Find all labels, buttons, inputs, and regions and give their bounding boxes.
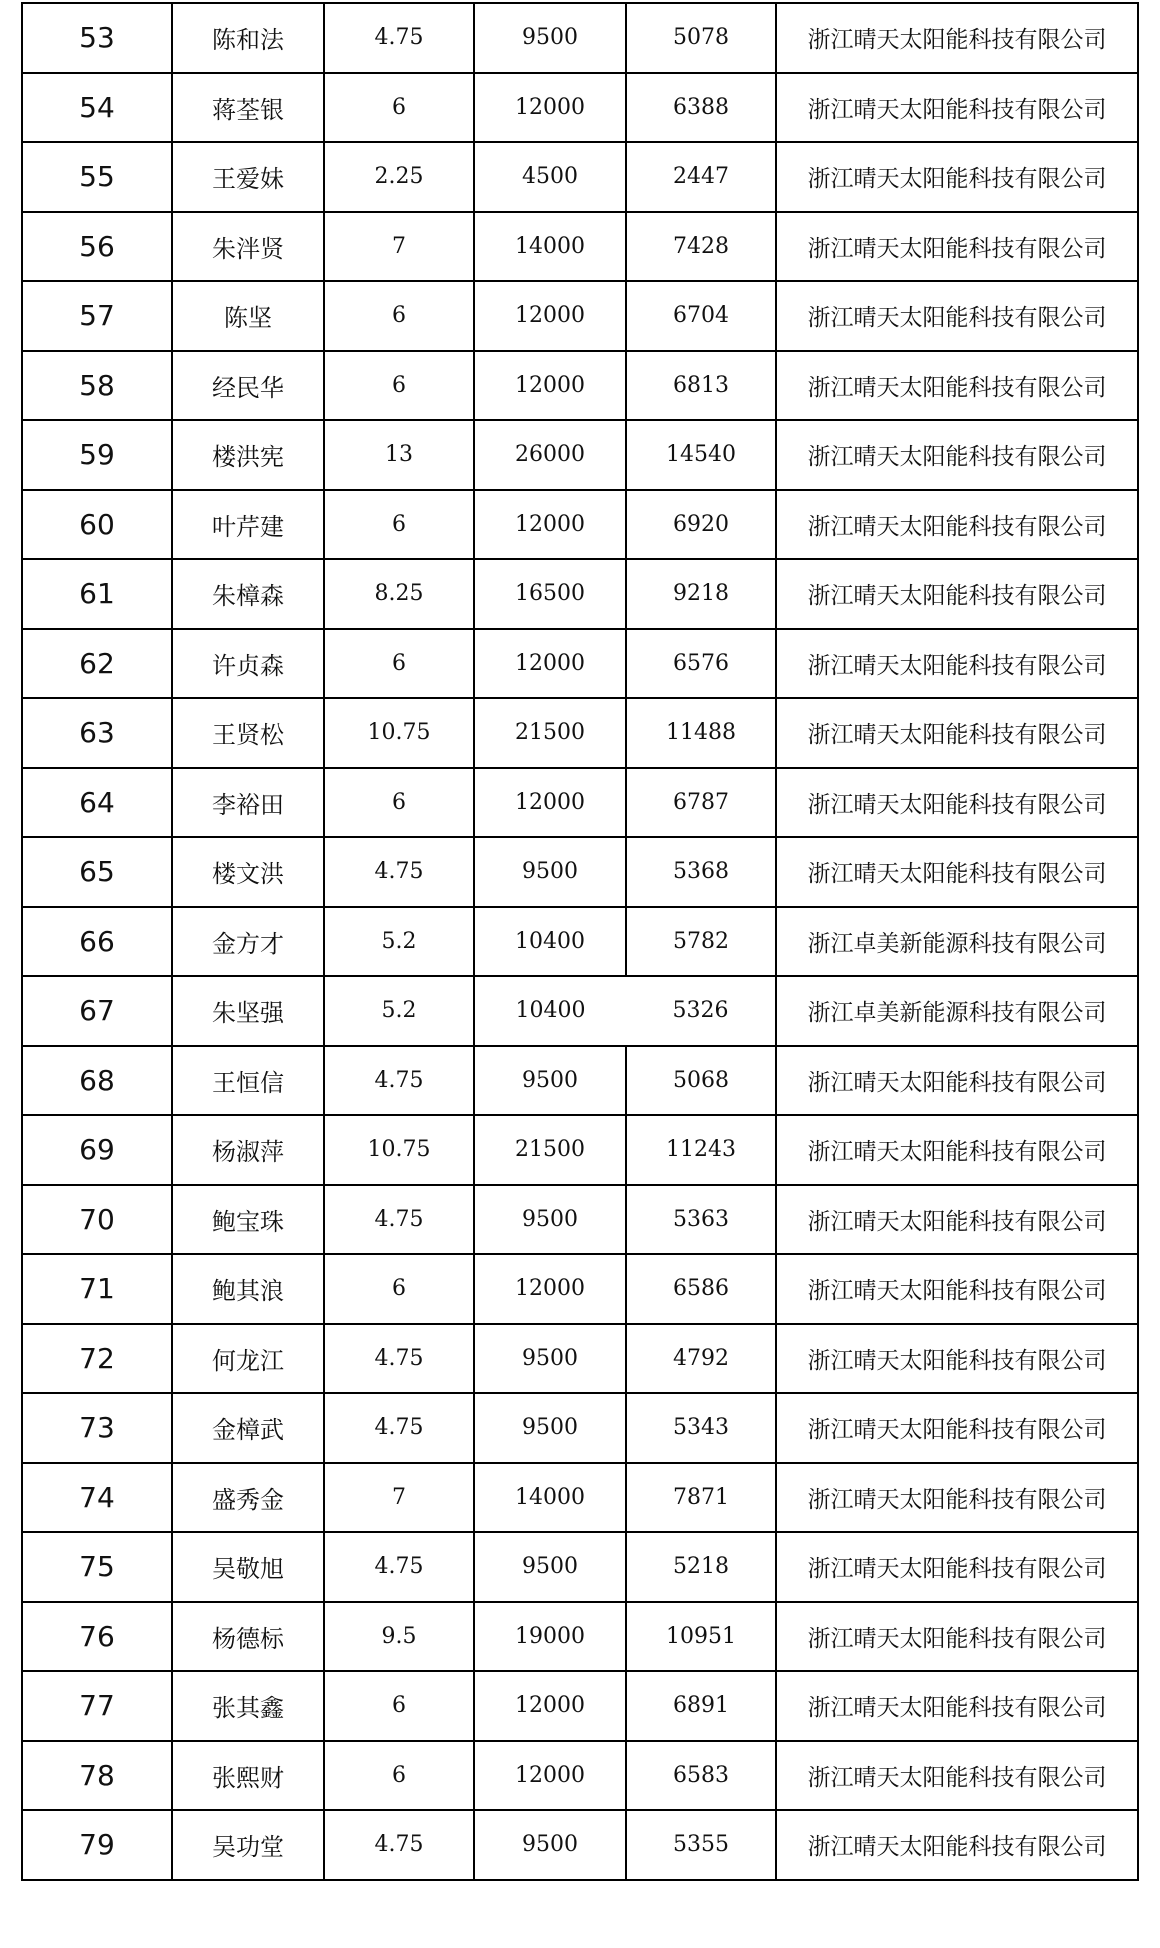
value-cell: 14540 bbox=[626, 420, 776, 490]
capacity-cell: 6 bbox=[324, 351, 474, 421]
company-cell: 浙江晴天太阳能科技有限公司 bbox=[776, 698, 1138, 768]
amount-cell: 12000 bbox=[474, 351, 626, 421]
row-number-cell: 65 bbox=[22, 837, 172, 907]
capacity-cell: 7 bbox=[324, 212, 474, 282]
name-cell: 张其鑫 bbox=[172, 1671, 324, 1741]
name-cell: 王贤松 bbox=[172, 698, 324, 768]
amount-cell: 14000 bbox=[474, 1463, 626, 1533]
value-cell: 6586 bbox=[626, 1254, 776, 1324]
table-row bbox=[22, 142, 1138, 212]
value-cell: 5363 bbox=[626, 1185, 776, 1255]
amount-cell: 9500 bbox=[474, 1046, 626, 1116]
table-row bbox=[22, 1393, 1138, 1463]
company-cell: 浙江晴天太阳能科技有限公司 bbox=[776, 1810, 1138, 1880]
company-cell: 浙江晴天太阳能科技有限公司 bbox=[776, 73, 1138, 143]
capacity-cell: 6 bbox=[324, 1254, 474, 1324]
amount-cell: 26000 bbox=[474, 420, 626, 490]
name-cell: 朱樟森 bbox=[172, 559, 324, 629]
value-cell: 9218 bbox=[626, 559, 776, 629]
value-cell: 10951 bbox=[626, 1602, 776, 1672]
capacity-cell: 7 bbox=[324, 1463, 474, 1533]
name-cell: 吴功堂 bbox=[172, 1810, 324, 1880]
row-number-cell: 58 bbox=[22, 351, 172, 421]
name-cell: 叶芹建 bbox=[172, 490, 324, 560]
amount-cell: 10400 bbox=[474, 907, 626, 977]
amount-cell: 4500 bbox=[474, 142, 626, 212]
name-cell: 经民华 bbox=[172, 351, 324, 421]
row-number-cell: 76 bbox=[22, 1602, 172, 1672]
row-number-cell: 70 bbox=[22, 1185, 172, 1255]
name-cell: 何龙江 bbox=[172, 1324, 324, 1394]
amount-cell: 9500 bbox=[474, 1532, 626, 1602]
table-row bbox=[22, 1602, 1138, 1672]
capacity-cell: 4.75 bbox=[324, 1810, 474, 1880]
table-row bbox=[22, 1046, 1138, 1116]
row-number-cell: 61 bbox=[22, 559, 172, 629]
capacity-cell: 6 bbox=[324, 768, 474, 838]
company-cell: 浙江晴天太阳能科技有限公司 bbox=[776, 837, 1138, 907]
name-cell: 王爱妹 bbox=[172, 142, 324, 212]
row-number-cell: 72 bbox=[22, 1324, 172, 1394]
value-cell: 11488 bbox=[626, 698, 776, 768]
row-number-cell: 64 bbox=[22, 768, 172, 838]
name-cell: 许贞森 bbox=[172, 629, 324, 699]
company-cell: 浙江晴天太阳能科技有限公司 bbox=[776, 3, 1138, 73]
value-cell: 7428 bbox=[626, 212, 776, 282]
name-cell: 陈和法 bbox=[172, 3, 324, 73]
table-row bbox=[22, 1671, 1138, 1741]
table-row bbox=[22, 1115, 1138, 1185]
table-row bbox=[22, 420, 1138, 490]
capacity-cell: 6 bbox=[324, 73, 474, 143]
amount-cell: 12000 bbox=[474, 490, 626, 560]
table-row bbox=[22, 837, 1138, 907]
row-number-cell: 63 bbox=[22, 698, 172, 768]
company-cell: 浙江晴天太阳能科技有限公司 bbox=[776, 1741, 1138, 1811]
amount-cell: 9500 bbox=[474, 3, 626, 73]
table-row bbox=[22, 212, 1138, 282]
value-cell: 6813 bbox=[626, 351, 776, 421]
row-number-cell: 56 bbox=[22, 212, 172, 282]
value-cell: 6891 bbox=[626, 1671, 776, 1741]
name-cell: 鲍宝珠 bbox=[172, 1185, 324, 1255]
value-cell: 6576 bbox=[626, 629, 776, 699]
company-cell: 浙江卓美新能源科技有限公司 bbox=[776, 976, 1138, 1046]
name-cell: 楼洪宪 bbox=[172, 420, 324, 490]
capacity-cell: 5.2 bbox=[324, 907, 474, 977]
capacity-cell: 4.75 bbox=[324, 1393, 474, 1463]
amount-cell: 12000 bbox=[474, 73, 626, 143]
value-cell: 5078 bbox=[626, 3, 776, 73]
row-number-cell: 78 bbox=[22, 1741, 172, 1811]
row-number-cell: 66 bbox=[22, 907, 172, 977]
capacity-cell: 10.75 bbox=[324, 698, 474, 768]
company-cell: 浙江晴天太阳能科技有限公司 bbox=[776, 490, 1138, 560]
company-cell: 浙江晴天太阳能科技有限公司 bbox=[776, 1532, 1138, 1602]
capacity-cell: 4.75 bbox=[324, 3, 474, 73]
capacity-cell: 6 bbox=[324, 1671, 474, 1741]
table-row bbox=[22, 768, 1138, 838]
company-cell: 浙江卓美新能源科技有限公司 bbox=[776, 907, 1138, 977]
table-row bbox=[22, 1254, 1138, 1324]
capacity-cell: 2.25 bbox=[324, 142, 474, 212]
amount-cell: 12000 bbox=[474, 1671, 626, 1741]
amount-cell: 12000 bbox=[474, 1254, 626, 1324]
amount-cell: 21500 bbox=[474, 698, 626, 768]
company-cell: 浙江晴天太阳能科技有限公司 bbox=[776, 142, 1138, 212]
table-row bbox=[22, 907, 1138, 977]
table-row bbox=[22, 1185, 1138, 1255]
name-cell: 杨淑萍 bbox=[172, 1115, 324, 1185]
capacity-cell: 8.25 bbox=[324, 559, 474, 629]
capacity-cell: 4.75 bbox=[324, 1185, 474, 1255]
table-row bbox=[22, 3, 1138, 73]
table-row bbox=[22, 1463, 1138, 1533]
capacity-cell: 6 bbox=[324, 281, 474, 351]
amount-cell: 14000 bbox=[474, 212, 626, 282]
company-cell: 浙江晴天太阳能科技有限公司 bbox=[776, 559, 1138, 629]
amount-cell: 12000 bbox=[474, 1741, 626, 1811]
value-cell: 7871 bbox=[626, 1463, 776, 1533]
amount-cell: 12000 bbox=[474, 768, 626, 838]
row-number-cell: 79 bbox=[22, 1810, 172, 1880]
value-cell: 4792 bbox=[626, 1324, 776, 1394]
row-number-cell: 75 bbox=[22, 1532, 172, 1602]
company-cell: 浙江晴天太阳能科技有限公司 bbox=[776, 212, 1138, 282]
table-row bbox=[22, 73, 1138, 143]
row-number-cell: 69 bbox=[22, 1115, 172, 1185]
name-cell: 楼文洪 bbox=[172, 837, 324, 907]
table-body bbox=[22, 3, 1138, 1880]
table-row bbox=[22, 1324, 1138, 1394]
row-number-cell: 68 bbox=[22, 1046, 172, 1116]
amount-cell: 12000 bbox=[474, 281, 626, 351]
amount-cell: 16500 bbox=[474, 559, 626, 629]
value-cell: 5343 bbox=[626, 1393, 776, 1463]
value-cell: 5068 bbox=[626, 1046, 776, 1116]
row-number-cell: 62 bbox=[22, 629, 172, 699]
capacity-cell: 6 bbox=[324, 629, 474, 699]
value-cell: 6920 bbox=[626, 490, 776, 560]
table-row bbox=[22, 490, 1138, 560]
amount-cell: 19000 bbox=[474, 1602, 626, 1672]
name-cell: 盛秀金 bbox=[172, 1463, 324, 1533]
company-cell: 浙江晴天太阳能科技有限公司 bbox=[776, 768, 1138, 838]
name-cell: 金樟武 bbox=[172, 1393, 324, 1463]
amount-cell: 10400 bbox=[474, 976, 626, 1046]
name-cell: 金方才 bbox=[172, 907, 324, 977]
table-row bbox=[22, 1741, 1138, 1811]
amount-cell: 21500 bbox=[474, 1115, 626, 1185]
data-table bbox=[21, 2, 1139, 1881]
value-cell: 6388 bbox=[626, 73, 776, 143]
row-number-cell: 59 bbox=[22, 420, 172, 490]
company-cell: 浙江晴天太阳能科技有限公司 bbox=[776, 1324, 1138, 1394]
amount-cell: 9500 bbox=[474, 1810, 626, 1880]
capacity-cell: 4.75 bbox=[324, 1046, 474, 1116]
company-cell: 浙江晴天太阳能科技有限公司 bbox=[776, 420, 1138, 490]
table-row bbox=[22, 976, 1138, 1046]
table-row bbox=[22, 1810, 1138, 1880]
row-number-cell: 71 bbox=[22, 1254, 172, 1324]
capacity-cell: 9.5 bbox=[324, 1602, 474, 1672]
table-row bbox=[22, 559, 1138, 629]
row-number-cell: 57 bbox=[22, 281, 172, 351]
value-cell: 5368 bbox=[626, 837, 776, 907]
capacity-cell: 4.75 bbox=[324, 1532, 474, 1602]
value-cell: 5218 bbox=[626, 1532, 776, 1602]
capacity-cell: 13 bbox=[324, 420, 474, 490]
company-cell: 浙江晴天太阳能科技有限公司 bbox=[776, 1671, 1138, 1741]
table-row bbox=[22, 698, 1138, 768]
value-cell: 2447 bbox=[626, 142, 776, 212]
amount-cell: 9500 bbox=[474, 1393, 626, 1463]
company-cell: 浙江晴天太阳能科技有限公司 bbox=[776, 1463, 1138, 1533]
table-row bbox=[22, 351, 1138, 421]
value-cell: 5782 bbox=[626, 907, 776, 977]
amount-cell: 9500 bbox=[474, 1185, 626, 1255]
table-row bbox=[22, 281, 1138, 351]
row-number-cell: 55 bbox=[22, 142, 172, 212]
row-number-cell: 77 bbox=[22, 1671, 172, 1741]
company-cell: 浙江晴天太阳能科技有限公司 bbox=[776, 1046, 1138, 1116]
row-number-cell: 73 bbox=[22, 1393, 172, 1463]
value-cell: 5326 bbox=[626, 976, 776, 1046]
row-number-cell: 67 bbox=[22, 976, 172, 1046]
value-cell: 6704 bbox=[626, 281, 776, 351]
name-cell: 王恒信 bbox=[172, 1046, 324, 1116]
table-row bbox=[22, 1532, 1138, 1602]
row-number-cell: 60 bbox=[22, 490, 172, 560]
row-number-cell: 53 bbox=[22, 3, 172, 73]
name-cell: 蒋荃银 bbox=[172, 73, 324, 143]
amount-cell: 9500 bbox=[474, 1324, 626, 1394]
value-cell: 6583 bbox=[626, 1741, 776, 1811]
name-cell: 李裕田 bbox=[172, 768, 324, 838]
name-cell: 朱坚强 bbox=[172, 976, 324, 1046]
capacity-cell: 10.75 bbox=[324, 1115, 474, 1185]
amount-cell: 9500 bbox=[474, 837, 626, 907]
name-cell: 陈坚 bbox=[172, 281, 324, 351]
name-cell: 杨德标 bbox=[172, 1602, 324, 1672]
name-cell: 朱泮贤 bbox=[172, 212, 324, 282]
amount-cell: 12000 bbox=[474, 629, 626, 699]
company-cell: 浙江晴天太阳能科技有限公司 bbox=[776, 1602, 1138, 1672]
capacity-cell: 4.75 bbox=[324, 1324, 474, 1394]
company-cell: 浙江晴天太阳能科技有限公司 bbox=[776, 281, 1138, 351]
capacity-cell: 6 bbox=[324, 1741, 474, 1811]
company-cell: 浙江晴天太阳能科技有限公司 bbox=[776, 1185, 1138, 1255]
value-cell: 11243 bbox=[626, 1115, 776, 1185]
company-cell: 浙江晴天太阳能科技有限公司 bbox=[776, 1393, 1138, 1463]
name-cell: 鲍其浪 bbox=[172, 1254, 324, 1324]
company-cell: 浙江晴天太阳能科技有限公司 bbox=[776, 1254, 1138, 1324]
row-number-cell: 74 bbox=[22, 1463, 172, 1533]
value-cell: 5355 bbox=[626, 1810, 776, 1880]
company-cell: 浙江晴天太阳能科技有限公司 bbox=[776, 629, 1138, 699]
capacity-cell: 5.2 bbox=[324, 976, 474, 1046]
company-cell: 浙江晴天太阳能科技有限公司 bbox=[776, 1115, 1138, 1185]
table-row bbox=[22, 629, 1138, 699]
capacity-cell: 6 bbox=[324, 490, 474, 560]
capacity-cell: 4.75 bbox=[324, 837, 474, 907]
value-cell: 6787 bbox=[626, 768, 776, 838]
name-cell: 张熙财 bbox=[172, 1741, 324, 1811]
row-number-cell: 54 bbox=[22, 73, 172, 143]
company-cell: 浙江晴天太阳能科技有限公司 bbox=[776, 351, 1138, 421]
name-cell: 吴敬旭 bbox=[172, 1532, 324, 1602]
